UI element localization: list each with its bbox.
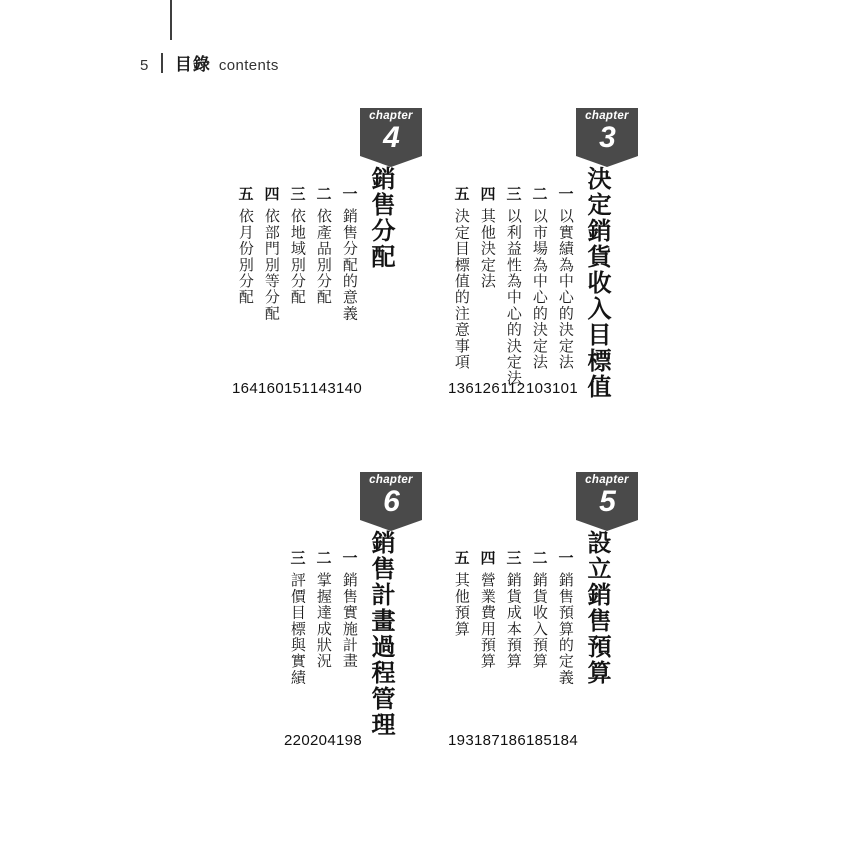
toc-entry[interactable] [232,186,258,305]
entry-title: 銷貨成本預算 [504,572,522,670]
entry-page-number: 186 [500,732,526,749]
entry-marker: 二 [314,186,332,202]
toc-entry[interactable] [526,550,552,669]
toc-entry[interactable] [284,550,310,685]
chapter-title: 銷售分配 [367,166,394,270]
page-folio: 5 [140,57,149,74]
entry-title: 銷售分配的意義 [340,208,358,322]
chapter-tag-word: chapter [369,474,413,486]
toc-entry[interactable] [258,186,284,321]
entry-title: 評價目標與實績 [288,572,306,686]
chapter-4-page-numbers [232,380,362,397]
entry-marker: 二 [530,550,548,566]
chapter-title: 銷售計畫過程管理 [367,530,394,738]
entry-marker: 一 [556,186,574,202]
entry-marker: 一 [556,550,574,566]
entry-page-number: 160 [258,380,284,397]
chapter-title: 決定銷貨收入目標值 [583,166,610,400]
entry-page-number: 151 [284,380,310,397]
chapter-tag-3 [576,108,638,167]
entry-page-number: 101 [552,380,578,397]
toc-entry[interactable] [526,186,552,370]
entry-page-number: 220 [284,732,310,749]
chapter-tag-number: 3 [599,121,615,154]
chapter-tag-number: 5 [599,485,615,518]
entry-title: 決定目標值的注意事項 [452,208,470,370]
entry-page-number: 112 [500,380,526,397]
entry-page-number: 204 [310,732,336,749]
toc-heading-zh: 目錄 [174,55,211,74]
chapter-6-page-numbers [284,732,362,749]
entry-title: 依部門別等分配 [262,208,280,322]
entry-title: 依產品別分配 [314,208,332,306]
entry-page-number: 185 [526,732,552,749]
toc-entry[interactable] [284,186,310,305]
entry-title: 其他決定法 [478,208,496,289]
entry-marker: 四 [478,186,496,202]
chapter-tag-number: 4 [383,121,399,154]
entry-title: 銷售預算的定義 [556,572,574,686]
entry-title: 掌握達成狀況 [314,572,332,670]
chapter-tag-word: chapter [585,474,629,486]
entry-title: 以實績為中心的決定法 [556,208,574,370]
entry-title: 依月份別分配 [236,208,254,306]
chapter-3-columns [448,166,608,400]
entry-marker: 五 [236,186,254,202]
toc-entry[interactable] [448,186,474,370]
entry-page-number: 193 [448,732,474,749]
entry-marker: 四 [478,550,496,566]
entry-page-number: 136 [448,380,474,397]
chapter-tag-4 [360,108,422,167]
entry-marker: 三 [288,186,306,202]
chapter-tag-word: chapter [585,110,629,122]
entry-marker: 五 [452,186,470,202]
toc-entry[interactable] [474,550,500,669]
chapter-5-columns [448,530,608,686]
running-head [140,50,279,75]
entry-title: 以市場為中心的決定法 [530,208,548,370]
entry-page-number: 198 [336,732,362,749]
entry-marker: 三 [288,550,306,566]
entry-title: 其他預算 [452,572,470,637]
toc-entry[interactable] [500,550,526,669]
entry-page-number: 126 [474,380,500,397]
chapter-tag-5 [576,472,638,531]
toc-entry[interactable] [448,550,474,637]
chapter-3-page-numbers [448,380,578,397]
toc-entry[interactable] [336,186,362,321]
entry-title: 以利益性為中心的決定法 [504,208,522,387]
entry-marker: 一 [340,550,358,566]
entry-marker: 二 [314,550,332,566]
entry-title: 銷售實施計畫 [340,572,358,670]
entry-title: 依地域別分配 [288,208,306,306]
entry-marker: 三 [504,550,522,566]
toc-entry[interactable] [310,186,336,305]
entry-page-number: 164 [232,380,258,397]
chapter-5-page-numbers [448,732,578,749]
entry-marker: 五 [452,550,470,566]
toc-entry[interactable] [552,186,578,370]
toc-entry[interactable] [500,186,526,386]
entry-page-number: 187 [474,732,500,749]
entry-page-number: 143 [310,380,336,397]
toc-entry[interactable] [310,550,336,669]
running-head-divider [161,53,163,73]
entry-page-number: 140 [336,380,362,397]
entry-title: 營業費用預算 [478,572,496,670]
top-margin-rule [170,0,172,40]
entry-page-number: 184 [552,732,578,749]
entry-marker: 三 [504,186,522,202]
entry-page-number: 103 [526,380,552,397]
chapter-tag-number: 6 [383,485,399,518]
chapter-title: 設立銷售預算 [583,530,610,686]
chapter-tag-word: chapter [369,110,413,122]
entry-marker: 二 [530,186,548,202]
toc-entry[interactable] [552,550,578,685]
chapter-6-columns [284,530,392,738]
entry-marker: 一 [340,186,358,202]
entry-title: 銷貨收入預算 [530,572,548,670]
chapter-4-columns [232,166,392,321]
toc-entry[interactable] [474,186,500,289]
toc-heading-en: contents [218,57,279,74]
chapter-tag-6 [360,472,422,531]
entry-marker: 四 [262,186,280,202]
toc-entry[interactable] [336,550,362,669]
